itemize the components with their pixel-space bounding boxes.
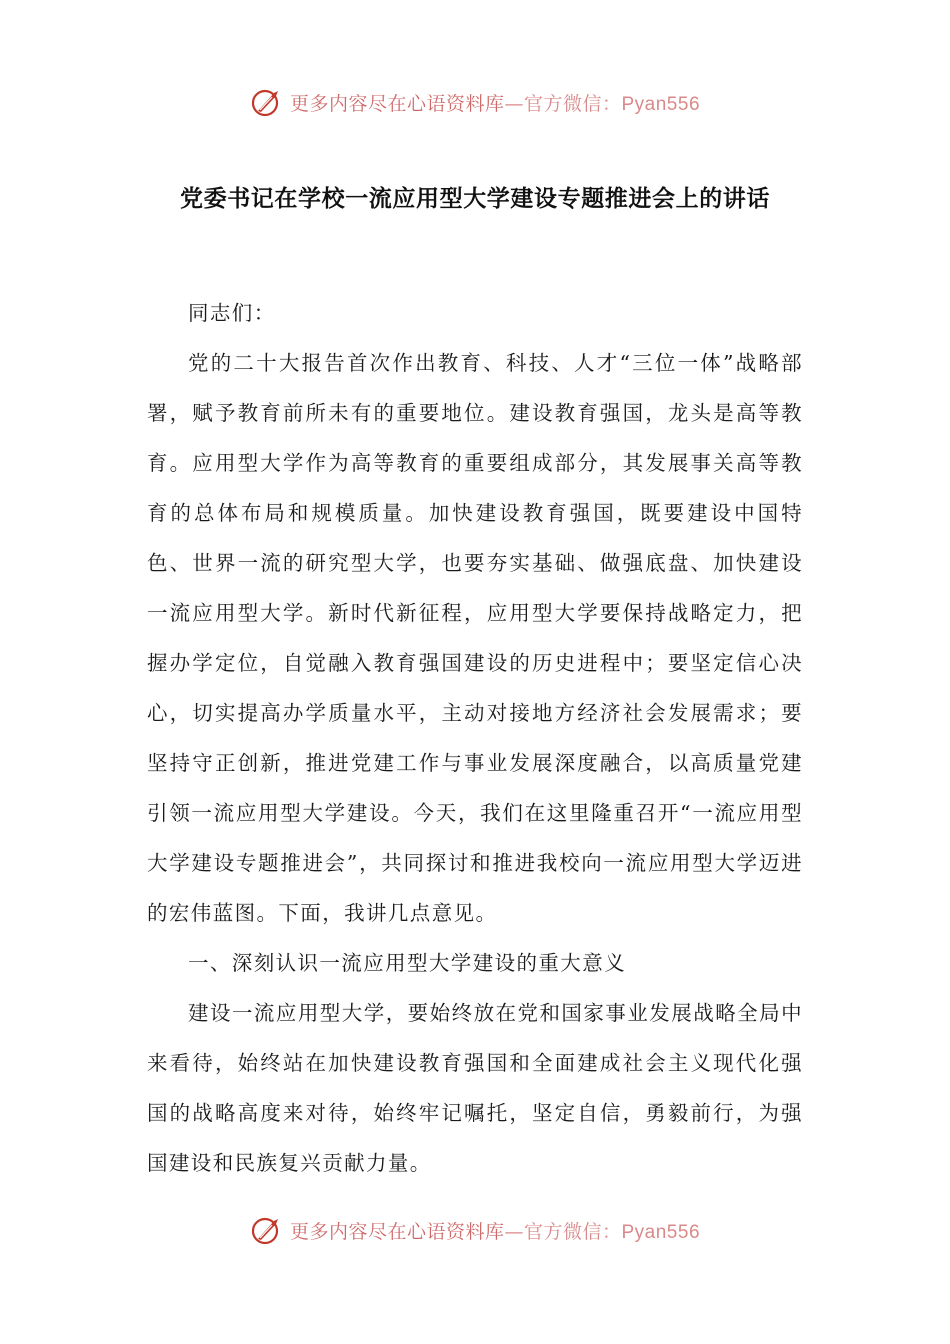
header-brand: 更多内容尽在心语资料库 <box>289 92 505 115</box>
paragraph-1: 党的二十大报告首次作出教育、科技、人才“三位一体”战略部署，赋予教育前所未有的重要地位。建设教育强国，龙头是高等教育。应用型大学作为高等教育的重要组成部分，其发展事关高等教育的总体布局和规模质量。加快建设教育强国，既要建设中国特色、世界一流的研究型大学，也要夯实基础、做强底盘、加快建设一流应用型大学。新时代新征程，应用型大学要保持战略定力，把握办学定位，自觉融入教育强国建设的历史进程中；要坚定信心决心，切实提高办学质量水平，主动对接地方经济社会发展需求；要坚持守正创新，推进党建工作与事业发展深度融合，以高质量党建引领一流应用型大学建设。今天，我们在这里隆重召开“一流应用型大学建设专题推进会”，共同探讨和推进我校向一流应用型大学迈进的宏伟蓝图。下面，我讲几点意见。 <box>147 351 803 925</box>
header-account: Pyan556 <box>621 93 701 115</box>
footer-account: Pyan556 <box>621 1221 701 1243</box>
footer-banner <box>0 1210 950 1250</box>
quill-pen-logo-icon <box>250 85 284 119</box>
footer-banner-text <box>290 1217 700 1244</box>
salutation: 同志们： <box>188 301 276 325</box>
footer-brand: 更多内容尽在心语资料库 <box>289 1220 505 1243</box>
header-wechat-label: 官方微信： <box>523 92 622 115</box>
paragraph-2: 建设一流应用型大学，要始终放在党和国家事业发展战略全局中来看待，始终站在加快建设教育强国和全面建成社会主义现代化强国的战略高度来对待，始终牢记嘱托，坚定自信，勇毅前行，为强国建设和民族复兴贡献力量。 <box>147 1001 803 1175</box>
footer-separator: — <box>504 1220 524 1243</box>
quill-pen-logo-icon <box>250 1213 284 1247</box>
document-body <box>147 288 803 1188</box>
section-heading-1: 一、深刻认识一流应用型大学建设的重大意义 <box>188 951 626 975</box>
footer-wechat-label: 官方微信： <box>523 1220 622 1243</box>
header-separator: — <box>504 92 524 115</box>
header-banner-text <box>290 89 700 116</box>
header-banner <box>0 82 950 122</box>
document-title: 党委书记在学校一流应用型大学建设专题推进会上的讲话 <box>180 186 770 212</box>
